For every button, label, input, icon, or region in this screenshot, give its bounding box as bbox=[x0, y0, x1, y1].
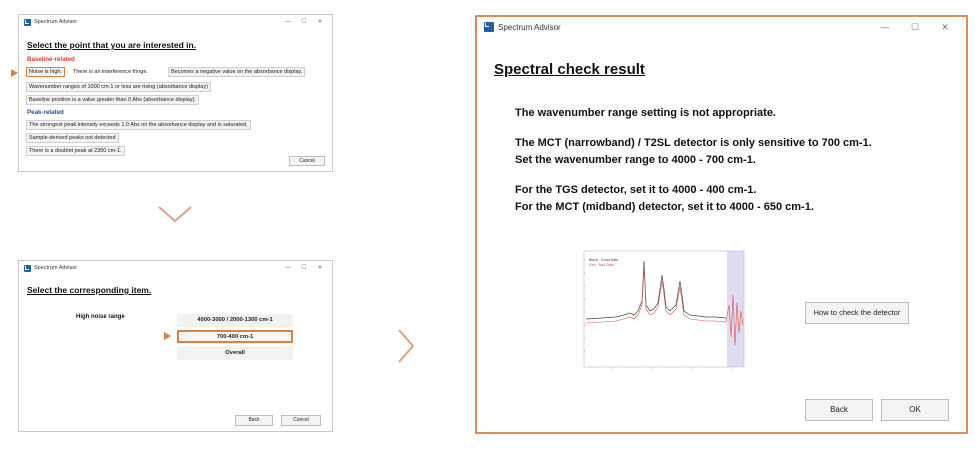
how-to-check-detector-button[interactable]: How to check the detector bbox=[805, 302, 909, 324]
panel3-titlebar bbox=[477, 17, 966, 37]
panel2-back-button[interactable]: Back bbox=[235, 415, 273, 426]
message-3: Set the wavenumber range to 4000 - 700 cm-1. bbox=[515, 154, 756, 166]
app-logo-icon bbox=[24, 265, 31, 272]
pointer-arrow-icon bbox=[164, 332, 171, 340]
panel2-window bbox=[18, 260, 333, 432]
option-overall[interactable]: Overall bbox=[177, 347, 293, 360]
minimize-icon[interactable]: — bbox=[880, 22, 890, 32]
chevron-right-icon bbox=[396, 328, 416, 364]
chart-legend-red: Red : Bad Data bbox=[589, 263, 614, 267]
maximize-icon[interactable]: ☐ bbox=[910, 22, 920, 32]
message-2: The MCT (narrowband) / T2SL detector is only sensitive to 700 cm-1. bbox=[515, 137, 872, 149]
panel2-heading: Select the corresponding item. bbox=[27, 285, 152, 295]
high-noise-label: High noise range bbox=[76, 314, 125, 320]
panel3-back-button[interactable]: Back bbox=[805, 399, 873, 421]
option-interference-fringe[interactable]: There is an interference fringe. bbox=[70, 67, 151, 77]
panel3-window bbox=[475, 15, 968, 434]
panel2-title: Spectrum Advisor bbox=[34, 265, 78, 271]
panel1-cancel-button[interactable]: Cancel bbox=[289, 156, 325, 166]
option-sample-peaks[interactable]: Sample-derived peaks not detected bbox=[26, 133, 119, 143]
panel1-title: Spectrum Advisor bbox=[34, 19, 78, 25]
chart-plot-area bbox=[584, 251, 744, 367]
panel1-window bbox=[18, 14, 333, 172]
ok-button[interactable]: OK bbox=[881, 399, 949, 421]
option-noise-high[interactable]: Noise is high. bbox=[26, 67, 65, 77]
option-baseline-position[interactable]: Baseline position is a value greater than 0 Abs (absorbance display). bbox=[26, 95, 199, 105]
maximize-icon[interactable]: ☐ bbox=[301, 19, 307, 25]
option-negative-value[interactable]: Becomes a negative value on the absorbance display. bbox=[168, 67, 305, 77]
maximize-icon[interactable]: ☐ bbox=[301, 265, 307, 271]
minimize-icon[interactable]: — bbox=[285, 265, 291, 271]
option-wavenumber-rising[interactable]: Wavenumber ranges of 1000 cm-1 or less are rising (absorbance display) bbox=[26, 82, 211, 92]
pointer-arrow-icon bbox=[11, 69, 18, 77]
minimize-icon[interactable]: — bbox=[285, 19, 291, 25]
message-1: The wavenumber range setting is not appropriate. bbox=[515, 107, 776, 119]
panel3-title: Spectrum Advisor bbox=[498, 22, 561, 32]
message-4: For the TGS detector, set it to 4000 - 400 cm-1. bbox=[515, 184, 757, 196]
close-icon[interactable]: ✕ bbox=[317, 265, 323, 271]
option-4000-3000[interactable]: 4000-3000 / 2000-1300 cm-1 bbox=[177, 314, 293, 327]
panel1-heading: Select the point that you are interested in. bbox=[27, 40, 197, 50]
option-doublet-peak[interactable]: There is a doublet peak at 2350 cm-1. bbox=[26, 146, 125, 156]
panel1-titlebar bbox=[19, 15, 332, 29]
section-peak: Peak-related bbox=[27, 109, 64, 116]
close-icon[interactable]: ✕ bbox=[317, 19, 323, 25]
message-5: For the MCT (midband) detector, set it to 4000 - 650 cm-1. bbox=[515, 201, 814, 213]
option-700-400[interactable]: 700-400 cm-1 bbox=[177, 330, 293, 343]
panel2-cancel-button[interactable]: Cancel bbox=[281, 415, 321, 426]
chart-legend-black: Black : Good Data bbox=[589, 258, 619, 262]
app-logo-icon bbox=[24, 19, 31, 26]
panel3-heading: Spectral check result bbox=[494, 61, 645, 78]
section-baseline: Baseline-related bbox=[27, 56, 75, 63]
option-strongest-peak[interactable]: The strongest peak intensity exceeds 1.0 Abs on the absorbance display and is saturated. bbox=[26, 120, 251, 130]
close-icon[interactable]: ✕ bbox=[941, 22, 949, 32]
panel2-titlebar bbox=[19, 261, 332, 275]
app-logo-icon bbox=[484, 22, 494, 32]
chevron-down-icon bbox=[157, 204, 193, 224]
spectrum-chart bbox=[572, 245, 752, 375]
